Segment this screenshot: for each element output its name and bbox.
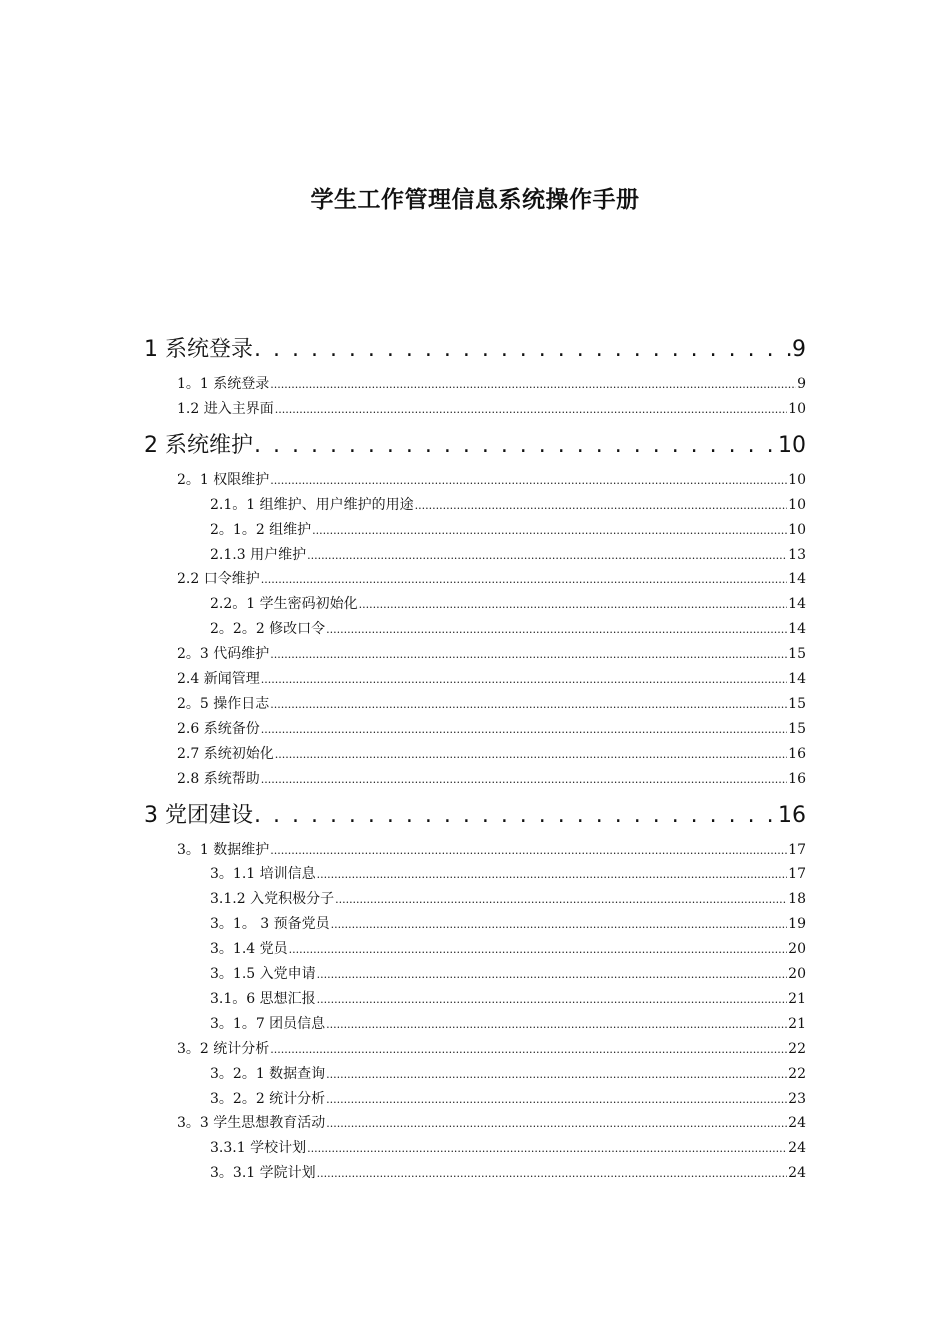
toc-section-entry[interactable] xyxy=(210,618,806,640)
toc-entry-label: 3。2 统计分析 xyxy=(177,1040,270,1057)
toc-page-number: 9 xyxy=(797,376,806,392)
toc-section-entry[interactable] xyxy=(177,373,806,395)
toc-dot-leader xyxy=(312,519,787,542)
toc-dot-leader xyxy=(335,888,787,911)
toc-page-number: 14 xyxy=(788,596,806,613)
toc-dot-leader xyxy=(275,398,787,421)
toc-dot-leader xyxy=(289,938,788,961)
toc-entry-label: 2.6 系统备份 xyxy=(177,720,260,737)
toc-dot-leader xyxy=(261,568,787,591)
toc-section-entry[interactable] xyxy=(177,1112,806,1134)
toc-entry-label: 3。1 数据维护 xyxy=(177,841,270,858)
toc-entry-label: 2。1 权限维护 xyxy=(177,471,270,488)
toc-page-number: 23 xyxy=(788,1090,806,1107)
toc-page-number: 22 xyxy=(788,1040,806,1057)
toc-section-entry[interactable] xyxy=(177,768,806,790)
toc-page-number: 13 xyxy=(788,546,806,563)
toc-section-entry[interactable] xyxy=(210,938,806,960)
toc-page-number: 10 xyxy=(788,400,806,417)
toc-dot-leader xyxy=(359,593,788,616)
toc-dot-leader xyxy=(317,963,788,986)
toc-dot-leader xyxy=(331,913,788,936)
toc-dot-leader xyxy=(270,839,787,862)
document-title: 学生工作管理信息系统操作手册 xyxy=(310,187,640,213)
toc-section-entry[interactable] xyxy=(177,643,806,665)
toc-entry-label: 3。1。 3 预备党员 xyxy=(210,916,330,933)
toc-dot-leader xyxy=(254,801,777,831)
toc-dot-leader xyxy=(317,863,788,886)
toc-page-number: 10 xyxy=(778,432,806,458)
toc-entry-label: 2 系统维护 xyxy=(144,432,253,458)
toc-section-entry[interactable] xyxy=(210,1063,806,1085)
toc-page-number: 17 xyxy=(788,841,806,858)
toc-section-entry[interactable] xyxy=(177,839,806,861)
toc-page-number: 16 xyxy=(778,802,806,828)
toc-dot-leader xyxy=(317,988,788,1011)
toc-dot-leader xyxy=(307,1137,787,1160)
toc-page-number: 19 xyxy=(788,916,806,933)
toc-dot-leader xyxy=(326,1112,787,1135)
toc-section-entry[interactable] xyxy=(210,988,806,1010)
toc-dot-leader xyxy=(270,1038,787,1061)
toc-dot-leader xyxy=(317,1162,788,1185)
toc-entry-label: 3。2。2 统计分析 xyxy=(210,1090,326,1107)
toc-chapter-entry[interactable] xyxy=(144,335,806,365)
toc-dot-leader xyxy=(254,431,777,461)
toc-dot-leader xyxy=(254,335,791,365)
toc-chapter-entry[interactable] xyxy=(144,801,806,831)
toc-page-number: 24 xyxy=(788,1140,806,1157)
toc-page-number: 20 xyxy=(788,941,806,958)
toc-entry-label: 3.1。6 思想汇报 xyxy=(210,990,316,1007)
toc-entry-label: 2。1。2 组维护 xyxy=(210,521,312,538)
toc-section-entry[interactable] xyxy=(210,593,806,615)
toc-section-entry[interactable] xyxy=(177,568,806,590)
toc-entry-label: 2。3 代码维护 xyxy=(177,646,270,663)
toc-page-number: 16 xyxy=(788,770,806,787)
toc-entry-label: 1。1 系统登录 xyxy=(177,376,270,392)
toc-page-number: 9 xyxy=(792,337,806,362)
toc-page-number: 10 xyxy=(788,521,806,538)
toc-entry-label: 3。1.1 培训信息 xyxy=(210,866,316,883)
toc-page-number: 10 xyxy=(788,471,806,488)
toc-dot-leader xyxy=(270,373,796,396)
toc-entry-label: 3。1。7 团员信息 xyxy=(210,1015,326,1032)
toc-dot-leader xyxy=(326,1013,787,1036)
toc-entry-label: 2.8 系统帮助 xyxy=(177,770,260,787)
toc-dot-leader xyxy=(326,618,787,641)
toc-dot-leader xyxy=(261,768,787,791)
toc-page-number: 15 xyxy=(788,695,806,712)
toc-section-entry[interactable] xyxy=(210,1137,806,1159)
toc-section-entry[interactable] xyxy=(210,494,806,516)
toc-section-entry[interactable] xyxy=(210,1162,806,1184)
toc-section-entry[interactable] xyxy=(177,1038,806,1060)
toc-dot-leader xyxy=(261,668,787,691)
toc-entry-label: 3 党团建设 xyxy=(144,802,253,828)
toc-section-entry[interactable] xyxy=(210,863,806,885)
toc-page-number: 15 xyxy=(788,720,806,737)
toc-page-number: 18 xyxy=(788,891,806,908)
toc-section-entry[interactable] xyxy=(177,469,806,491)
toc-section-entry[interactable] xyxy=(210,913,806,935)
toc-section-entry[interactable] xyxy=(177,398,806,420)
toc-entry-label: 1.2 进入主界面 xyxy=(177,400,274,417)
toc-entry-label: 2.1.3 用户维护 xyxy=(210,546,307,563)
toc-page-number: 17 xyxy=(788,866,806,883)
toc-page-number: 22 xyxy=(788,1065,806,1082)
toc-dot-leader xyxy=(326,1063,787,1086)
toc-section-entry[interactable] xyxy=(210,963,806,985)
toc-dot-leader xyxy=(270,643,787,666)
toc-entry-label: 2.2 口令维护 xyxy=(177,571,260,588)
toc-section-entry[interactable] xyxy=(210,888,806,910)
toc-dot-leader xyxy=(275,743,787,766)
toc-section-entry[interactable] xyxy=(210,519,806,541)
toc-page-number: 20 xyxy=(788,966,806,982)
toc-page-number: 24 xyxy=(788,1115,806,1132)
toc-section-entry[interactable] xyxy=(210,544,806,566)
toc-entry-label: 3.1.2 入党积极分子 xyxy=(210,891,335,908)
toc-section-entry[interactable] xyxy=(177,693,806,715)
toc-entry-label: 2.4 新闻管理 xyxy=(177,671,260,687)
toc-dot-leader xyxy=(270,469,787,492)
toc-section-entry[interactable] xyxy=(210,1088,806,1110)
toc-entry-label: 3。2。1 数据查询 xyxy=(210,1065,326,1082)
toc-page-number: 15 xyxy=(788,646,806,663)
toc-page-number: 10 xyxy=(788,496,806,513)
toc-dot-leader xyxy=(307,544,787,567)
toc-entry-label: 3。1.5 入党申请 xyxy=(210,966,316,982)
toc-page-number: 16 xyxy=(788,745,806,762)
toc-entry-label: 2.2。1 学生密码初始化 xyxy=(210,596,358,613)
toc-page-number: 14 xyxy=(788,621,806,638)
toc-entry-label: 3。1.4 党员 xyxy=(210,941,288,958)
toc-dot-leader xyxy=(261,718,787,741)
toc-section-entry[interactable] xyxy=(177,743,806,765)
toc-entry-label: 1 系统登录 xyxy=(144,337,253,362)
toc-entry-label: 3。3.1 学院计划 xyxy=(210,1165,316,1182)
toc-entry-label: 2.1。1 组维护、用户维护的用途 xyxy=(210,496,414,513)
toc-section-entry[interactable] xyxy=(177,718,806,740)
toc-section-entry[interactable] xyxy=(210,1013,806,1035)
toc-entry-label: 2。2。2 修改口令 xyxy=(210,621,326,638)
toc-page-number: 21 xyxy=(788,990,806,1007)
toc-entry-label: 3.3.1 学校计划 xyxy=(210,1140,307,1157)
toc-entry-label: 2.7 系统初始化 xyxy=(177,745,274,762)
toc-chapter-entry[interactable] xyxy=(144,431,806,461)
toc-page-number: 21 xyxy=(788,1015,806,1032)
toc-entry-label: 2。5 操作日志 xyxy=(177,695,270,712)
toc-page-number: 14 xyxy=(788,571,806,588)
toc-entry-label: 3。3 学生思想教育活动 xyxy=(177,1115,326,1132)
toc-dot-leader xyxy=(326,1088,787,1111)
toc-dot-leader xyxy=(415,494,788,517)
toc-page-number: 14 xyxy=(788,671,806,687)
toc-dot-leader xyxy=(270,693,787,716)
toc-section-entry[interactable] xyxy=(177,668,806,690)
toc-page-number: 24 xyxy=(788,1165,806,1182)
